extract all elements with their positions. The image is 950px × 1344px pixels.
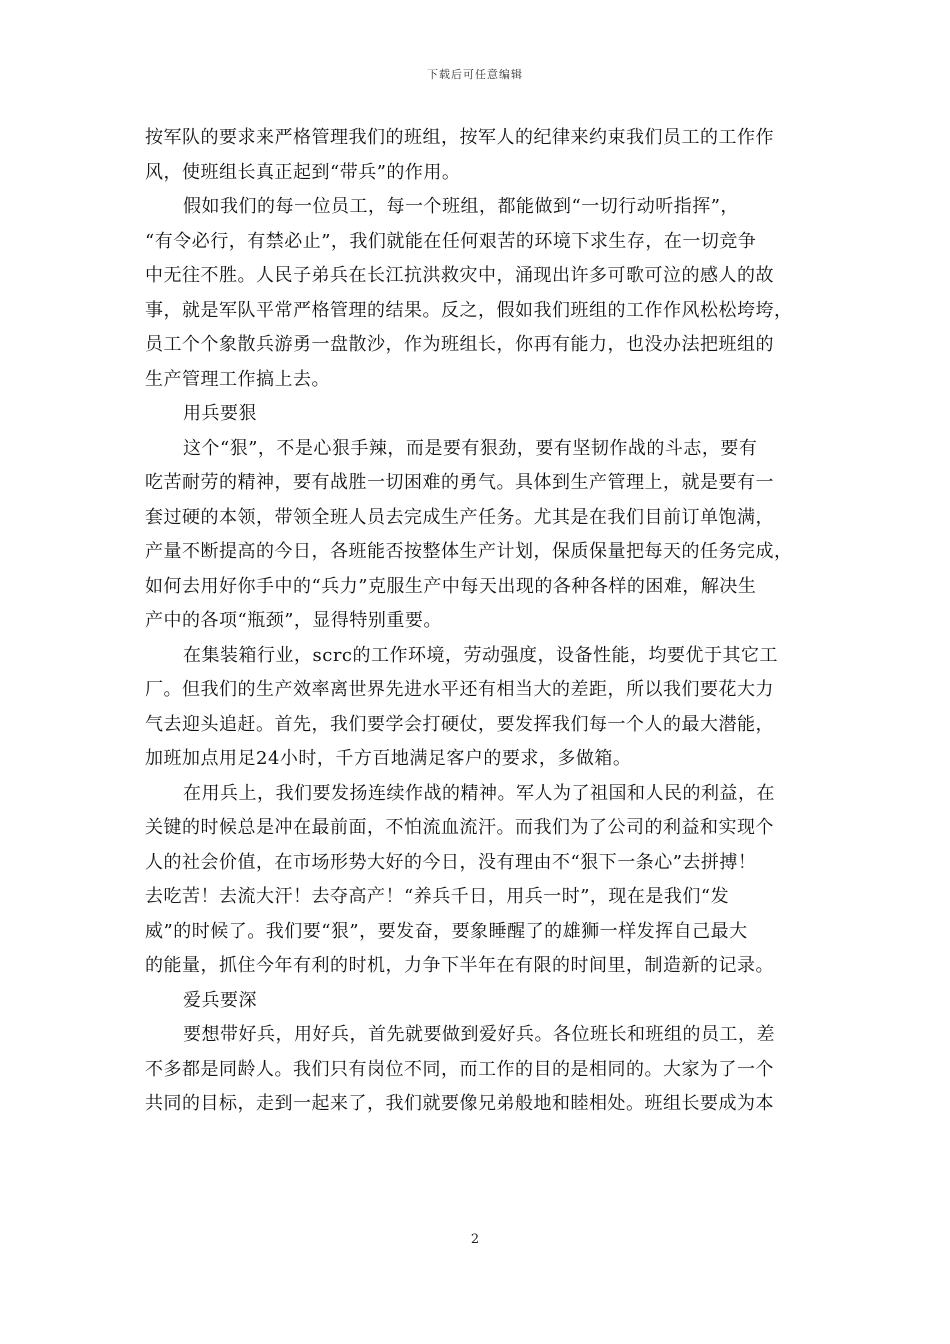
text-line: 吃苦耐劳的精神，要有战胜一切困难的勇气。具体到生产管理上，就是要有一	[145, 472, 774, 493]
text-line: 气去迎头追赶。首先，我们要学会打硬仗，要发挥我们每一个人的最大潜能，	[145, 713, 774, 735]
text-line: 人的社会价值，在市场形势大好的今日，没有理由不“狠下一条心”去拼搏！	[145, 851, 757, 873]
text-line: 威”的时候了。我们要“狠”，要发奋，要象睡醒了的雄狮一样发挥自己最大	[145, 920, 748, 942]
section-heading: 爱兵要深	[183, 989, 257, 1011]
paragraph-start-line: 在集装箱行业，scrc的工作环境，劳动强度，设备性能，均要优于其它工	[183, 644, 779, 666]
text-line: 的能量，抓住今年有利的时机，力争下半年在有限的时间里，制造新的记录。	[145, 955, 774, 976]
paragraph-start-line: 在用兵上，我们要发扬连续作战的精神。军人为了祖国和人民的利益，在	[183, 782, 775, 804]
text-line: 加班加点用足24小时，千方百地满足客户的要求，多做箱。	[145, 748, 632, 769]
section-heading: 用兵要狠	[183, 403, 257, 424]
page-number: 2	[470, 1232, 480, 1247]
text-line: 风，使班组长真正起到“带兵”的作用。	[145, 161, 461, 183]
text-line: 共同的目标，走到一起来了，我们就要像兄弟般地和睦相处。班组长要成为本	[145, 1093, 774, 1114]
text-line: 中无往不胜。人民子弟兵在长江抗洪救灾中，涌现出许多可歌可泣的感人的故	[145, 265, 774, 286]
page-header: 下载后可任意编辑	[427, 68, 523, 81]
text-line: 员工个个象散兵游勇一盘散沙，作为班组长，你再有能力，也没办法把班组的	[145, 334, 774, 355]
text-line: 不多都是同龄人。我们只有岗位不同，而工作的目的是相同的。大家为了一个	[145, 1058, 774, 1080]
text-line: 产中的各项“瓶颈”，显得特别重要。	[145, 610, 442, 631]
paragraph-start-line: 这个“狠”，不是心狠手辣，而是要有狠劲，要有坚韧作战的斗志，要有	[183, 437, 758, 459]
text-line: “有令必行，有禁必止”，我们就能在任何艰苦的环境下求生存，在一切竞争	[145, 230, 757, 252]
paragraph-start-line: 假如我们的每一位员工，每一个班组，都能做到“一切行动听指挥”，	[183, 196, 739, 217]
paragraph-start-line: 要想带好兵，用好兵，首先就要做到爱好兵。各位班长和班组的员工，差	[183, 1024, 775, 1045]
text-line: 关键的时候总是冲在最前面，不怕流血流汗。而我们为了公司的利益和实现个	[145, 817, 774, 838]
text-line: 按军队的要求来严格管理我们的班组，按军人的纪律来约束我们员工的工作作	[145, 127, 774, 148]
text-line: 厂。但我们的生产效率离世界先进水平还有相当大的差距，所以我们要花大力	[145, 679, 774, 700]
text-line: 生产管理工作搞上去。	[145, 368, 330, 390]
text-line: 套过硬的本领，带领全班人员去完成生产任务。尤其是在我们目前订单饱满，	[145, 506, 774, 528]
text-line: 事，就是军队平常严格管理的结果。反之，假如我们班组的工作作风松松垮垮，	[145, 299, 793, 321]
text-line: 如何去用好你手中的“兵力”克服生产中每天出现的各种各样的困难，解决生	[145, 575, 757, 597]
document-body	[145, 121, 810, 1122]
text-line: 去吃苦！去流大汗！去夺高产！“养兵千日，用兵一时”，现在是我们“发	[145, 886, 730, 907]
text-line: 产量不断提高的今日，各班能否按整体生产计划，保质保量把每天的任务完成，	[145, 541, 793, 562]
